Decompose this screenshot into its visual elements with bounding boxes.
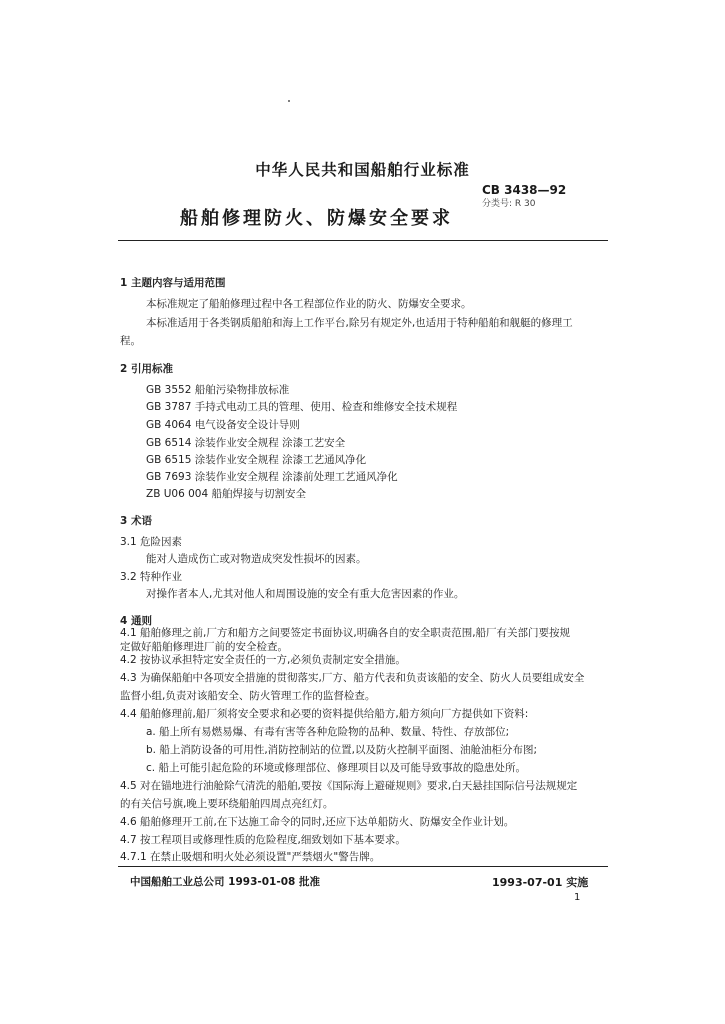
paragraph-line: 4.4 船舶修理前,船厂须将安全要求和必要的资料提供给船方,船方须向厂方提供如下资料: [120,708,529,720]
standard-category-title: 中华人民共和国船舶行业标准 [255,161,470,179]
footer-divider [118,866,608,867]
reference-item: GB 6515 涂装作业安全规程 涂漆工艺通风净化 [146,454,367,466]
implementation-date: 1993-07-01 实施 [492,876,589,889]
list-item: c. 船上可能引起危险的环境或修理部位、修理项目以及可能导致事故的隐患处所。 [146,762,526,774]
paragraph-line: 4.1 船舶修理之前,厂方和船方之间要签定书面协议,明确各自的安全职责范围,船厂有关部门要按规 [120,627,571,639]
list-item: a. 船上所有易燃易爆、有毒有害等各种危险物的品种、数量、特性、存放部位; [146,726,510,738]
paragraph-line: 监督小组,负责对该船安全、防火管理工作的监督检查。 [120,690,376,702]
reference-item: GB 6514 涂装作业安全规程 涂漆工艺安全 [146,437,346,449]
paragraph-line: 4.7.1 在禁止吸烟和明火处必须设置"严禁烟火"警告牌。 [120,851,381,863]
header-divider [118,240,608,241]
page-number: 1 [574,892,581,903]
paragraph-line: 定做好船舶修理进厂前的安全检查。 [120,641,288,653]
reference-item: ZB U06 004 船舶焊接与切割安全 [146,488,306,500]
approval-statement: 中国船舶工业总公司 1993-01-08 批准 [130,876,320,888]
paragraph-line: 4.7 按工程项目或修理性质的危险程度,细致划如下基本要求。 [120,834,406,846]
paragraph-line: 4.2 按协议承担特定安全责任的一方,必须负责制定安全措施。 [120,654,406,666]
paragraph-line: 本标准规定了船舶修理过程中各工程部位作业的防火、防爆安全要求。 [146,298,472,310]
classification-number: 分类号: R 30 [482,199,536,209]
list-item: b. 船上消防设备的可用性,消防控制站的位置,以及防火控制平面图、油舱油柜分布图; [146,744,538,756]
standard-code: CB 3438—92 [482,183,567,197]
section-heading: 1 主题内容与适用范围 [120,277,226,289]
reference-item: GB 4064 电气设备安全设计导则 [146,419,300,431]
clause-heading: 3.1 危险因素 [120,536,183,548]
paragraph-line: 对操作者本人,尤其对他人和周围设施的安全有重大危害因素的作业。 [146,588,465,600]
paragraph-line: 4.3 为确保船舶中各项安全措施的贯彻落实,厂方、船方代表和负责该船的安全、防火人员要组成安全 [120,672,585,684]
reference-item: GB 3787 手持式电动工具的管理、使用、检查和维修安全技术规程 [146,401,458,413]
paragraph-line: 程。 [120,335,141,347]
reference-item: GB 3552 船舶污染物排放标准 [146,384,290,396]
paragraph-line: 本标准适用于各类钢质船舶和海上工作平台,除另有规定外,也适用于特种船舶和舰艇的修理工 [146,317,573,329]
section-heading: 4 通则 [120,615,152,627]
reference-item: GB 7693 涂装作业安全规程 涂漆前处理工艺通风净化 [146,471,398,483]
section-heading: 2 引用标准 [120,363,173,375]
document-title: 船舶修理防火、防爆安全要求 [180,208,453,229]
paragraph-line: 4.6 船舶修理开工前,在下达施工命令的同时,还应下达单船防火、防爆安全作业计划。 [120,816,515,828]
paragraph-line: 4.5 对在锚地进行油舱除气清洗的船舶,要按《国际海上避碰规则》要求,白天悬挂国际信号法规规定 [120,780,578,792]
clause-heading: 3.2 特种作业 [120,571,183,583]
paragraph-line: 能对人造成伤亡或对物造成突发性损坏的因素。 [146,553,367,565]
scan-speck [288,100,290,102]
section-heading: 3 术语 [120,515,152,527]
paragraph-line: 的有关信号旗,晚上要环绕船舶四周点亮红灯。 [120,798,334,810]
